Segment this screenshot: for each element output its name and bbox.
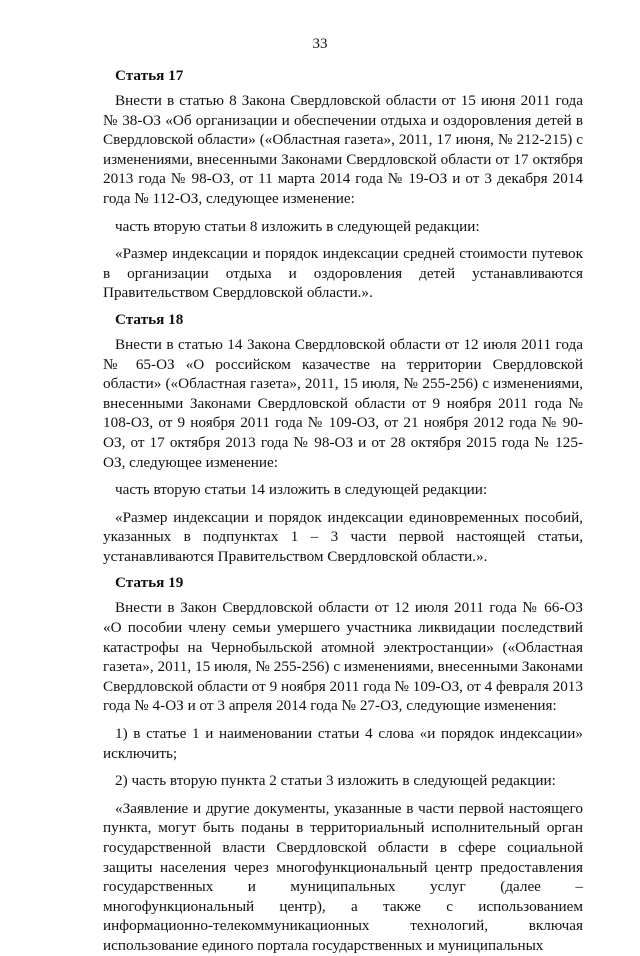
article-17-paragraph: Внести в статью 8 Закона Свердловской области от 15 июня 2011 года № 38-ОЗ «Об организации и обеспечении отдыха и оздоровления детей в Свердловской области» («Областная газета», 2011, 17 июня, № 212-215) с изменениями, внесенными Законами Свердловской области от 17 октября 2013 года № 98-ОЗ, от 11 марта 2014 года № 19-ОЗ и от 3 декабря 2014 года № 112-ОЗ, следующее изменение:: [103, 92, 583, 207]
article-18-paragraph: часть вторую статьи 14 изложить в следующей редакции:: [115, 481, 488, 499]
article-17-paragraph: часть вторую статьи 8 изложить в следующей редакции:: [115, 217, 480, 235]
article-18-paragraph: Внести в статью 14 Закона Свердловской области от 12 июля 2011 года № 65-ОЗ «О российском казачестве на территории Свердловской области» («Областная газета», 2011, 15 июля, № 255-256) с изменениями, внесенными Законами Свердловской области от 9 ноября 2011 года № 108-ОЗ, от 9 ноября 2011 года № 109-ОЗ, от 21 ноября 2012 года № 90-ОЗ, от 17 октября 2013 года № 98-ОЗ и от 28 октября 2015 года № 125-ОЗ, следующее изменение:: [103, 335, 583, 471]
article-19-heading: Статья 19: [115, 574, 184, 592]
article-19-paragraph: «Заявление и другие документы, указанные в части первой настоящего пункта, могут быть поданы в территориальный исполнительный орган государственной власти Свердловской области в сфере социальной защиты населения через многофункциональный центр предоставления государственных и муниципальных услуг (далее – многофункциональный центр), а также с использованием информационно-телекоммуникационных технологий, включая использование единого портала государственных и муниципальных: [103, 799, 583, 954]
article-19-paragraph: Внести в Закон Свердловской области от 12 июля 2011 года № 66-ОЗ «О пособии члену семьи умершего участника ликвидации последствий катастрофы на Чернобыльской атомной электростанции» («Областная газета», 2011, 15 июля, № 255-256) с изменениями, внесенными Законами Свердловской области от 9 ноября 2011 года № 109-ОЗ, от 4 февраля 2013 года № 4-ОЗ и от 3 апреля 2014 года № 27-ОЗ, следующие изменения:: [103, 599, 583, 715]
page-number: 33: [312, 36, 328, 52]
article-18-heading: Статья 18: [115, 310, 184, 328]
article-17-heading: Статья 17: [115, 67, 184, 84]
article-17-paragraph: «Размер индексации и порядок индексации средней стоимости путевок в организации отдыха и оздоровления детей устанавливаются Правительством Свердловской области.».: [103, 245, 583, 302]
page-content: [103, 67, 583, 956]
article-19-paragraph: 1) в статье 1 и наименовании статьи 4 слова «и порядок индексации» исключить;: [103, 725, 583, 762]
article-18-paragraph: «Размер индексации и порядок индексации единовременных пособий, указанных в подпунктах 1 – 3 части первой настоящей статьи, устанавливаются Правительством Свердловской области.».: [103, 508, 583, 565]
article-19-paragraph: 2) часть вторую пункта 2 статьи 3 изложить в следующей редакции:: [115, 772, 556, 790]
